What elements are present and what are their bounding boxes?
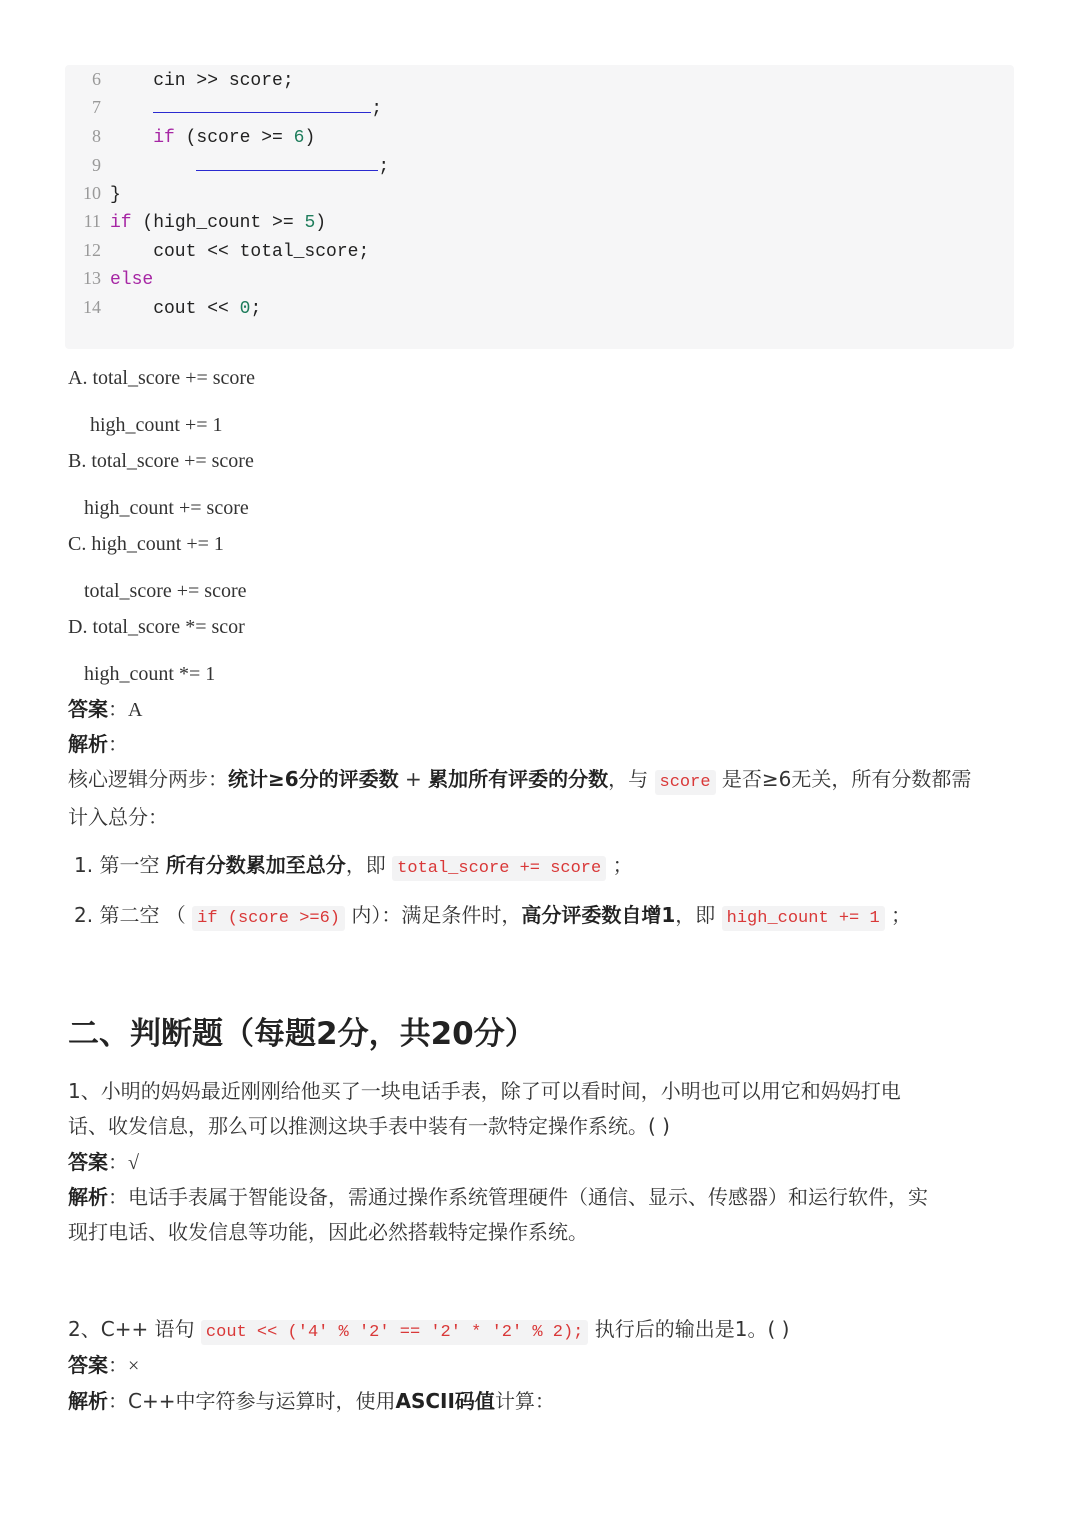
j1-question-line1: 1、小明的妈妈最近刚刚给他买了一块电话手表，除了可以看时间，小明也可以用它和妈妈打电 (68, 1079, 901, 1103)
option-d-line1: D. total_score *= scor (68, 616, 245, 638)
q1-answer: 答案：A (68, 697, 143, 721)
section-heading: 二、判断题（每题2分，共20分） (68, 1016, 536, 1052)
code-line-8: 8 if (score >= 6) (92, 126, 316, 148)
inline-code-cout-expr: cout << ('4' % '2' == '2' * '2' % 2); (201, 1320, 588, 1345)
j2-answer: 答案：× (68, 1353, 140, 1377)
q1-core-logic-line2: 计入总分： (68, 805, 168, 829)
inline-code-score: score (655, 770, 716, 795)
code-block (65, 65, 1014, 349)
code-line-9: 9 ; (92, 155, 390, 177)
j1-analysis-line1: 解析：电话手表属于智能设备，需通过操作系统管理硬件（通信、显示、传感器）和运行软件，实 (68, 1185, 928, 1209)
j1-answer: 答案：√ (68, 1150, 139, 1174)
code-line-10: 10 } (83, 183, 121, 205)
code-line-13: 13 else (83, 268, 154, 290)
inline-code-if-score: if (score >=6) (192, 906, 345, 931)
fill-in-blank-1 (153, 96, 371, 113)
fill-in-blank-2 (196, 154, 378, 171)
option-c-line2: total_score += score (84, 580, 247, 602)
code-line-14: 14 cout << 0; (83, 297, 262, 319)
code-line-12: 12 cout << total_score; (83, 240, 370, 262)
code-line-11: 11 if (high_count >= 5) (83, 211, 327, 233)
j1-question-line2: 话、收发信息，那么可以推测这块手表中装有一款特定操作系统。( ) (68, 1114, 670, 1138)
option-b-line2: high_count += score (84, 497, 249, 519)
q1-core-logic: 核心逻辑分两步：统计≥6分的评委数 + 累加所有评委的分数，与 score 是否≥6无关，所有分数都需 (68, 764, 971, 798)
inline-code-high-count: high_count += 1 (722, 906, 885, 931)
option-b-line1: B. total_score += score (68, 450, 254, 472)
option-a-line1: A. total_score += score (68, 367, 255, 389)
code-line-6: 6 cin >> score; (92, 69, 294, 91)
option-c-line1: C. high_count += 1 (68, 533, 224, 555)
j2-question: 2、C++ 语句 cout << ('4' % '2' == '2' * '2' % 2); 执行后的输出是1。( ) (68, 1314, 789, 1348)
j1-analysis-line2: 现打电话、收发信息等功能，因此必然搭载特定操作系统。 (68, 1220, 588, 1244)
q1-step-2: 2. 第二空 （ if (score >=6) 内）：满足条件时，高分评委数自增1，即 high_count += 1 ； (74, 900, 911, 934)
q1-step-1: 1. 第一空 所有分数累加至总分，即 total_score += score ； (74, 850, 633, 884)
option-a-line2: high_count += 1 (90, 414, 223, 436)
code-line-7: 7 ; (92, 97, 383, 119)
option-d-line2: high_count *= 1 (84, 663, 216, 685)
q1-analysis-label: 解析： (68, 732, 128, 756)
inline-code-total-score: total_score += score (392, 856, 606, 881)
j2-analysis: 解析：C++中字符参与运算时，使用ASCII码值计算： (68, 1389, 555, 1413)
